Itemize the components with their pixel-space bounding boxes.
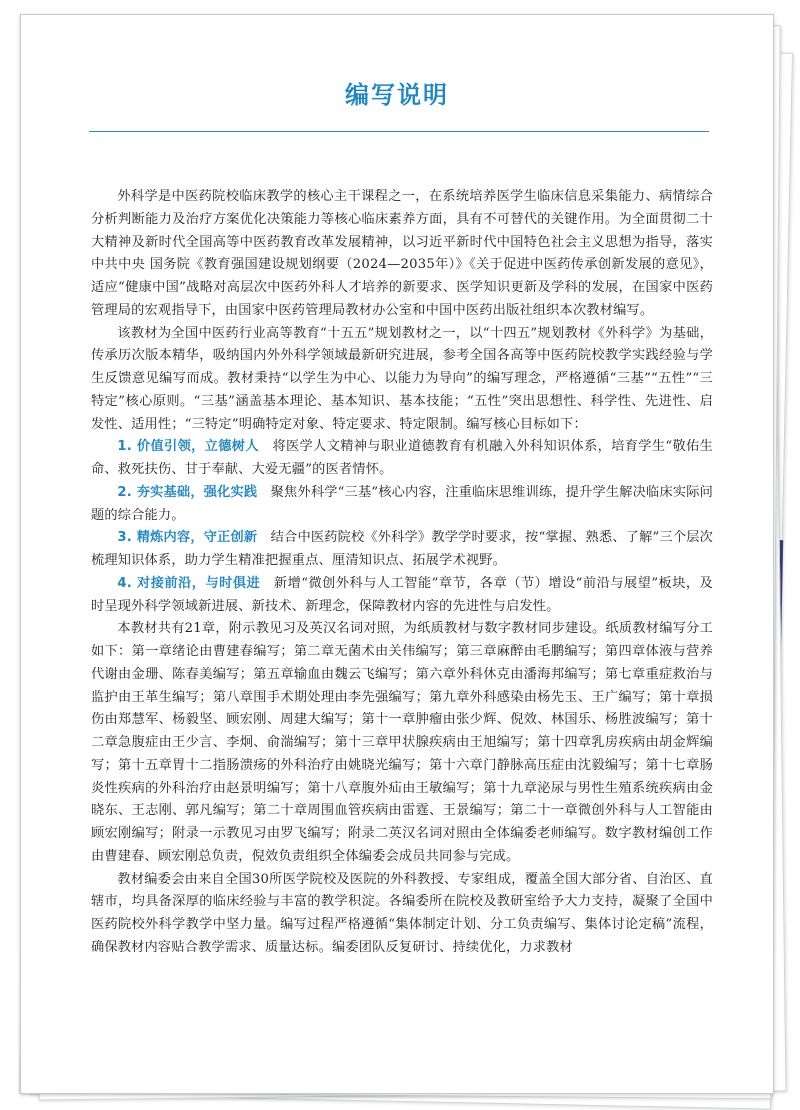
title-divider [89, 131, 709, 132]
goal-heading: 2. 夯实基础，强化实践 [117, 484, 258, 500]
document-page [20, 14, 774, 1094]
goal-heading: 1. 价值引领，立德树人 [117, 439, 259, 455]
goal-heading: 3. 精炼内容，守正创新 [117, 530, 258, 546]
paragraph-authors: 本教材共有21章，附示教见习及英汉名词对照，为纸质教材与数字教材同步建设。纸质教材编写分工如下：第一章绪论由曹建春编写；第二章无菌术由关伟编写；第三章麻醉由毛鹏编写；第四章体液与营养代谢由金珊、陈春美编写；第五章输血由魏云飞编写；第六章外科休克由潘海邦编写；第七章重症救治与监护由王革生编写；第八章围手术期处理由李先强编写；第九章外科感染由杨先玉、王广编写；第十章损伤由郑慧军、杨毅坚、顾宏刚、周建大编写；第十一章肿瘤由张少辉、倪效、林国乐、杨胜波编写；第十二章急腹症由王少言、李炯、俞湍编写；第十三章甲状腺疾病由王旭编写；第十四章乳房疾病由胡金辉编写；第十五章胃十二指肠溃疡的外科治疗由姚晓光编写；第十六章门静脉高压症由沈毅编写；第十七章肠炎性疾病的外科治疗由赵景明编写；第十八章腹外疝由王敏编写；第十九章泌尿与男性生殖系统疾病由金晓东、王志刚、郭凡编写；第二十章周围血管疾病由雷霆、王景编写；第二十一章微创外科与人工智能由顾宏刚编写；附录一示教见习由罗飞编写；附录二英汉名词对照由全体编委老师编写。数字教材编创工作由曹建春、顾宏刚总负责，倪效负责组织全体编委会成员共同参与完成。 [91, 621, 713, 864]
page-title: 编写说明 [345, 81, 449, 109]
paragraph-intro: 外科学是中医药院校临床教学的核心主干课程之一，在系统培养医学生临床信息采集能力、病情综合分析判断能力及治疗方案优化决策能力等核心临床素养方面，具有不可替代的关键作用。为全面贯彻二十大精神及新时代全国高等中医药教育改革发展精神，以习近平新时代中国特色社会主义思想为指导，落实中共中央 国务院《教育强国建设规划纲要（2024—2035年）》《关于促进中医药传承创新发展的意见》，适应“健康中国”战略对高层次中医药外科人才培养的新要求、医学知识更新及学科的发展，在国家中医药管理局的宏观指导下，由国家中医药管理局教材办公室和中国中医药出版社组织本次教材编写。 [91, 189, 713, 318]
goal-heading: 4. 对接前沿，与时俱进 [117, 575, 261, 591]
goal-item [91, 573, 713, 619]
goal-text: 结合中医药院校《外科学》教学学时要求，按“掌握、熟悉、了解”三个层次梳理知识体系，助力学生精准把握重点、厘清知识点、拓展学术视野。 [91, 530, 713, 568]
goal-text: 新增“微创外科与人工智能”章节，各章（节）增设“前沿与展望”板块，及时呈现外科学领域新进展、新技术、新理念，保障教材内容的先进性与启发性。 [91, 575, 713, 614]
paragraph-committee: 教材编委会由来自全国30所医学院校及医院的外科教授、专家组成，覆盖全国大部分省、自治区、直辖市，均具备深厚的临床经验与丰富的教学积淀。各编委所在院校及教研室给予大力支持，凝聚了全国中医药院校外科学教学中坚力量。编写过程严格遵循“集体制定计划、分工负责编写、集体讨论定稿”流程，确保教材内容贴合教学需求、质量达标。编委团队反复研讨、持续优化，力求教材 [91, 871, 713, 955]
paragraph-goals-intro: 该教材为全国中医药行业高等教育“十五五”规划教材之一，以“十四五”规划教材《外科学》为基础，传承历次版本精华，吸纳国内外外科学领域最新研究进展，参考全国各高等中医药院校教学实践经验与学生反馈意见编写而成。教材秉持“以学生为中心、以能力为导向”的编写理念，严格遵循“三基”“五性”“三特定”核心原则。“三基”涵盖基本理论、基本知识、基本技能；“五性”突出思想性、科学性、先进性、启发性、适用性；“三特定”明确特定对象、特定要求、特定限制。编写核心目标如下： [91, 325, 713, 432]
goal-text: 将医学人文精神与职业道德教育有机融入外科知识体系，培育学生“敬佑生命、救死扶伤、甘于奉献、大爱无疆”的医者情怀。 [91, 439, 714, 477]
goal-item [91, 436, 713, 482]
goal-text: 聚焦外科学“三基”核心内容，注重临床思维训练，提升学生解决临床实际问题的综合能力。 [91, 484, 713, 523]
goal-item [91, 527, 713, 573]
goal-item [91, 482, 713, 528]
document-body [91, 186, 713, 960]
